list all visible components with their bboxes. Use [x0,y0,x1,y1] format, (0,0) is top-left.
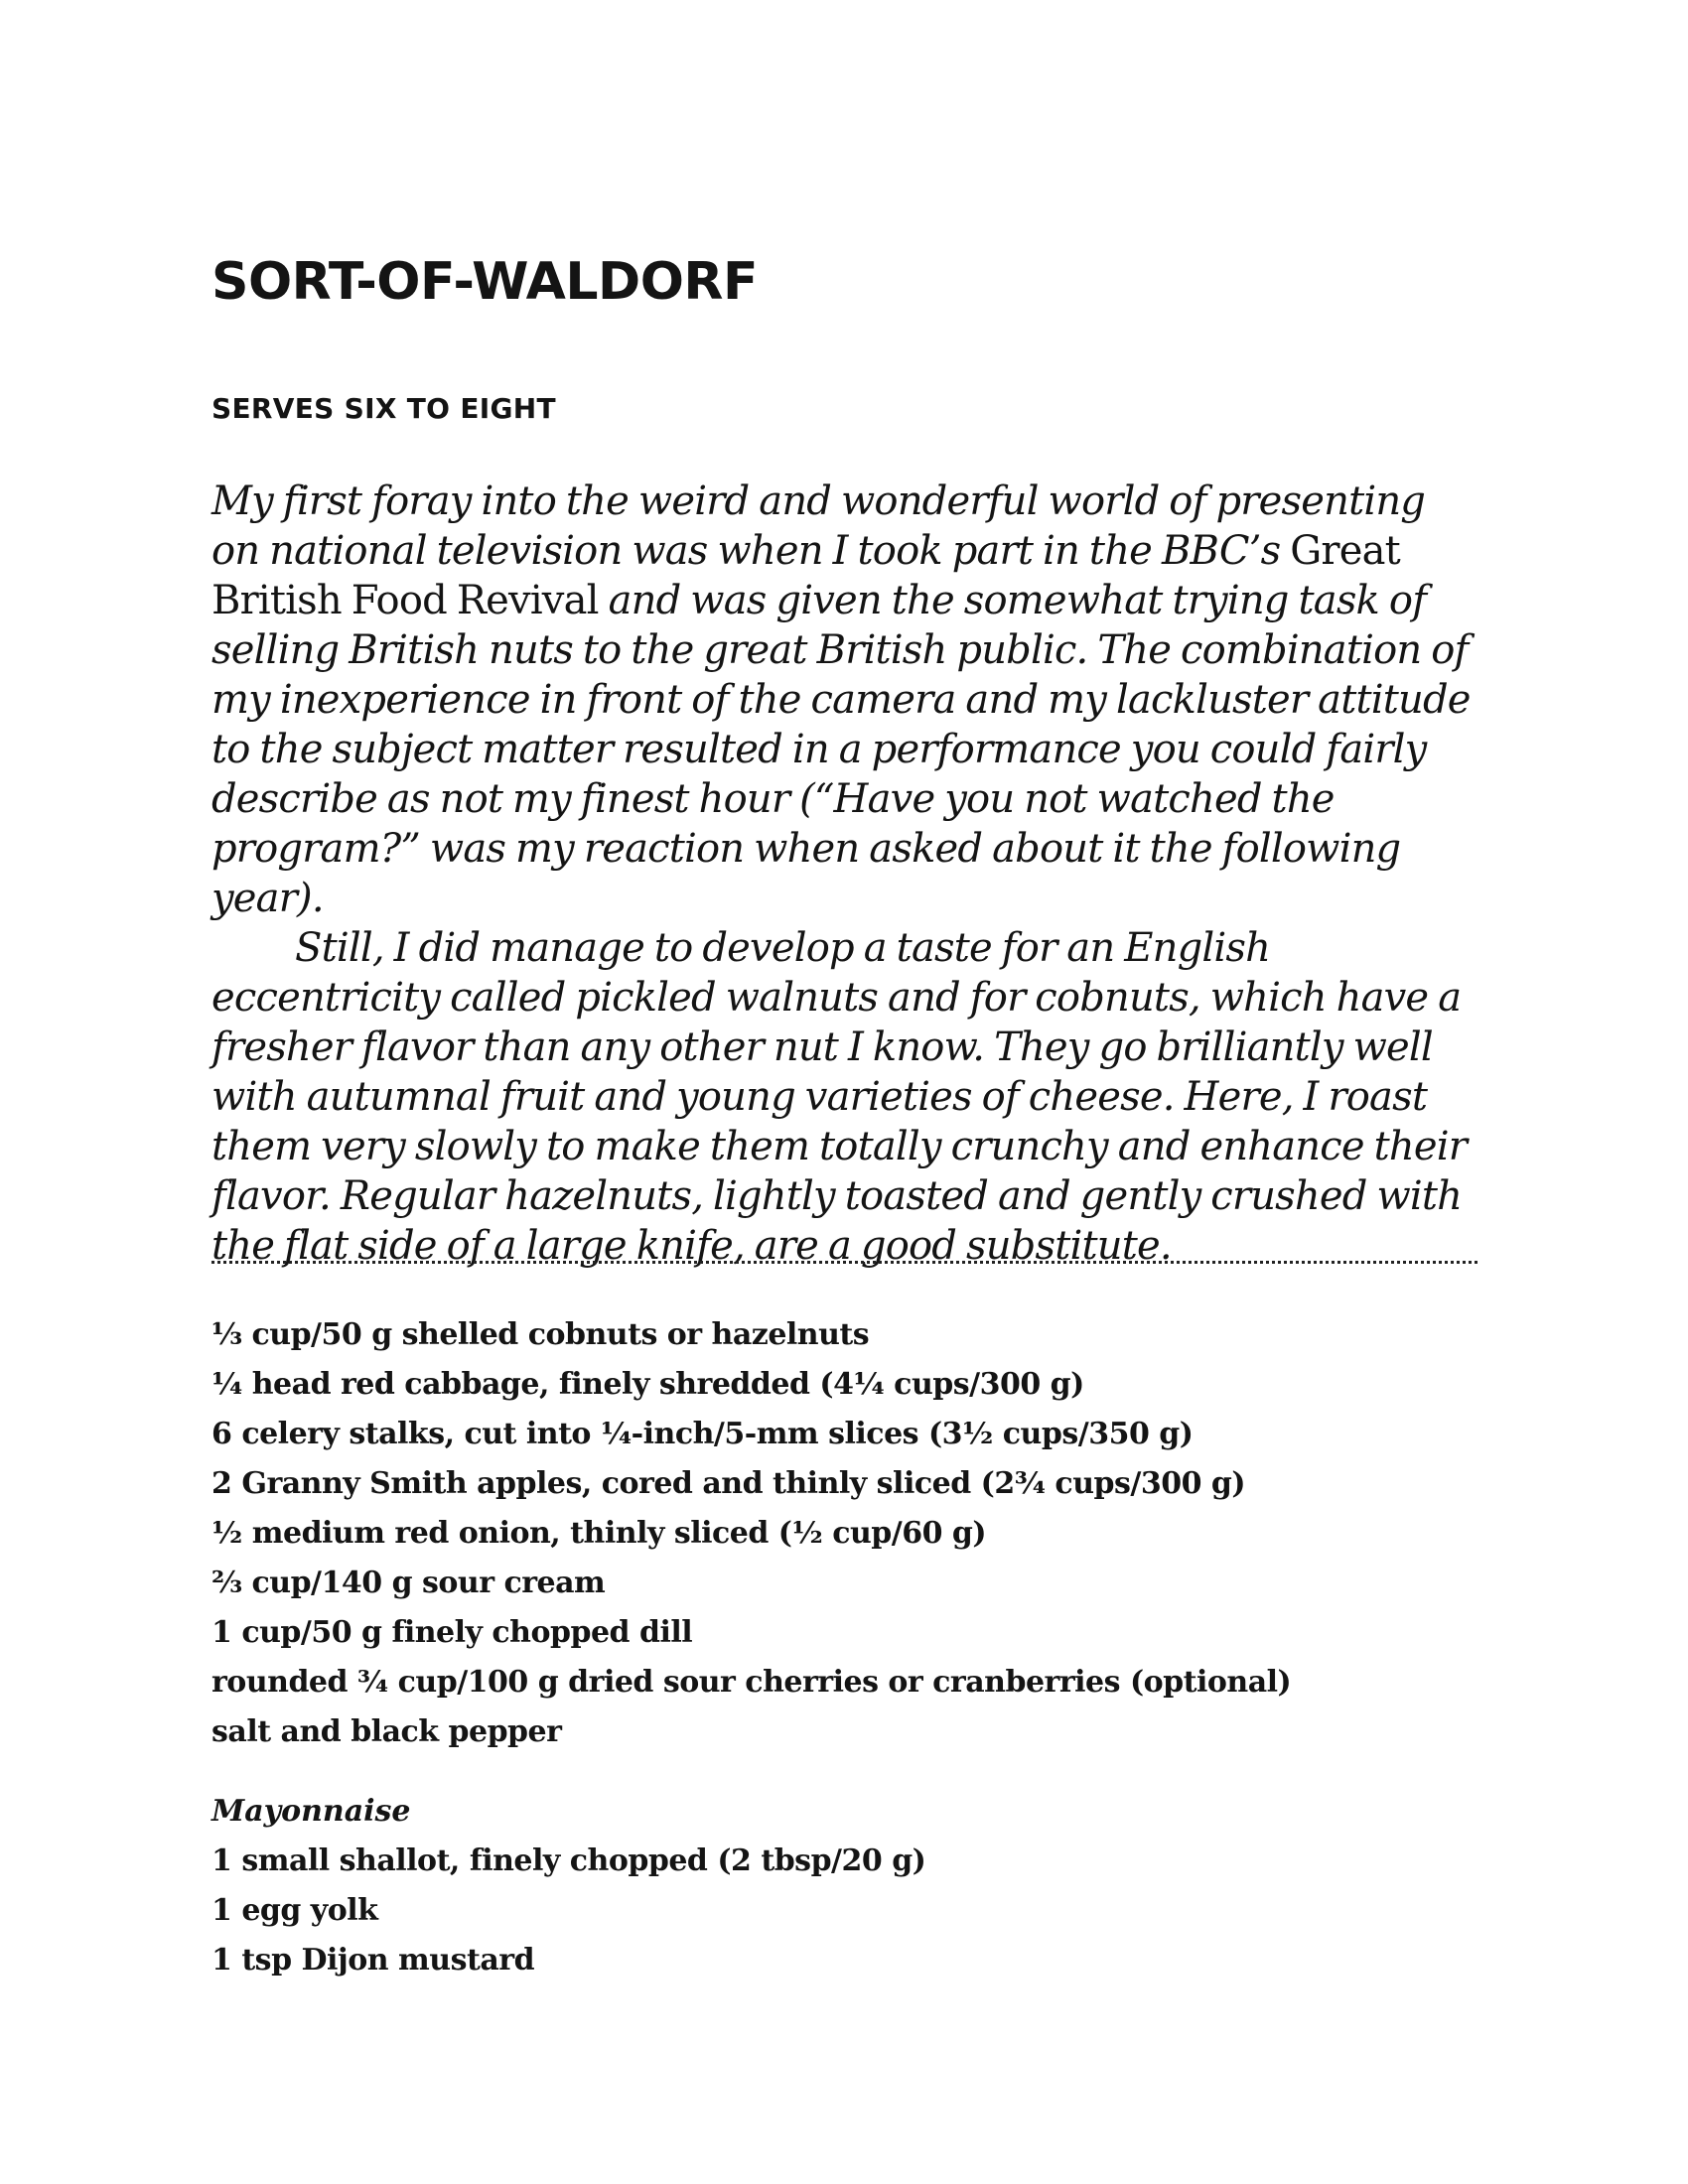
mayonnaise-heading: Mayonnaise [211,1794,411,1829]
ingredient-item: rounded ¾ cup/100 g dried sour cherries or cranberries (optional) [211,1665,1292,1700]
ingredient-item: ⅓ cup/50 g shelled cobnuts or hazelnuts [211,1317,870,1352]
mayonnaise-ingredient-list [211,1837,925,1985]
intro-paragraph-1 [211,477,1477,923]
ingredient-item: ½ medium red onion, thinly sliced (½ cup/60 g) [211,1516,987,1551]
ingredient-item: ⅔ cup/140 g sour cream [211,1566,606,1600]
recipe-page [211,0,1477,2184]
ingredient-item: 2 Granny Smith apples, cored and thinly sliced (2¾ cups/300 g) [211,1466,1246,1501]
recipe-title: SORT-OF-WALDORF [211,252,758,312]
ingredient-item: 1 egg yolk [211,1893,378,1928]
ingredient-item: 1 cup/50 g finely chopped dill [211,1615,693,1650]
serves-label: SERVES SIX TO EIGHT [211,392,556,425]
ingredient-item: 1 small shallot, finely chopped (2 tbsp/20 g) [211,1843,926,1878]
intro-p1-text-a: My first foray into the weird and wonderful world of presenting on national television was when I took part in the BBC’s [211,478,1426,574]
dotted-divider [211,1261,1477,1264]
show-title: Great British Food Revival [211,528,1400,623]
ingredient-list [211,1310,1291,1757]
intro-paragraph-2: Still, I did manage to develop a taste for an English eccentricity called pickled walnuts and for cobnuts, which have a fresher flavor than any other nut I know. They go brilliantly well with autumnal fruit and young varieties of cheese. Here, I roast them very slowly to make them totally crunchy and enhance their flavor. Regular hazelnuts, lightly toasted and gently crushed with the flat side of a large knife, are a good substitute. [211,925,1468,1269]
ingredient-item: salt and black pepper [211,1714,562,1749]
intro-text [211,477,1477,1271]
intro-p1-text-b: and was given the somewhat trying task of selling British nuts to the great British public. The combination of my inexperience in front of the camera and my lackluster attitude to the subject matter resulted in a performance you could fairly describe as not my finest hour (“Have you not watched the program?” was my reaction when asked about it the following year). [211,578,1471,921]
ingredient-item: ¼ head red cabbage, finely shredded (4¼ cups/300 g) [211,1367,1084,1402]
ingredient-item: 1 tsp Dijon mustard [211,1943,535,1978]
ingredient-item: 6 celery stalks, cut into ¼-inch/5-mm slices (3½ cups/350 g) [211,1417,1194,1451]
